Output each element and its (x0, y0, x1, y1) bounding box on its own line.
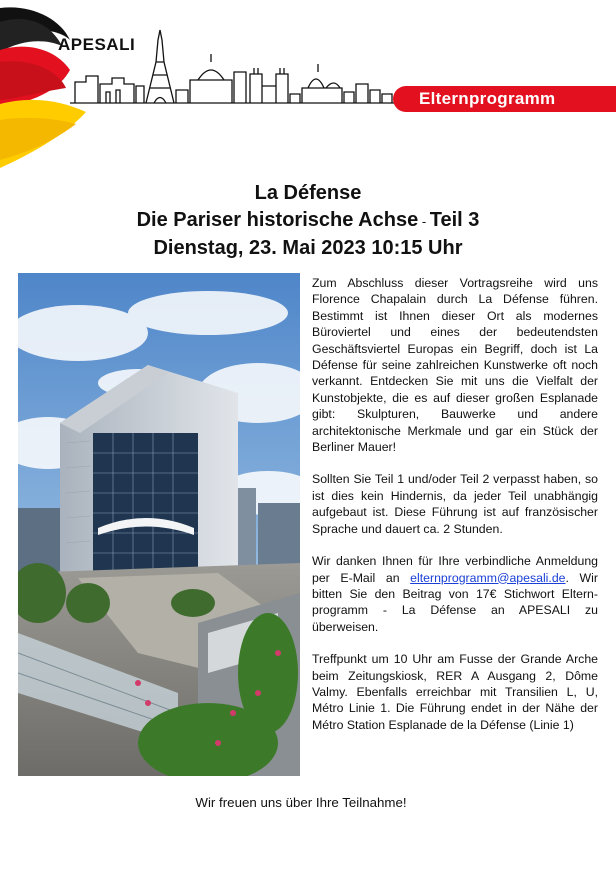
title-line-1: La Défense (254, 182, 362, 204)
title-part: Teil 3 (429, 209, 480, 231)
closing-line: Wir freuen uns über Ihre Teilnahme! (195, 795, 407, 810)
page-title (0, 180, 616, 262)
paragraph-parts: Sollten Sie Teil 1 und/oder Teil 2 verpasst haben, so ist dies kein Hindernis, da jeder Teil unabhängig aufgebaut ist. Diese Führung ist auf französischer Sprache und dauert ca. 2 Stunden. (312, 472, 598, 536)
paragraph-meeting-point: Treffpunkt um 10 Uhr am Fusse der Grande Arche beim Zeitungskiosk, RER A Ausgang 2, Dôme Valmy. Ebenfalls erreichbar mit Transilien L, U, Métro Linie 1. Die Führung endet in der Nähe der Métro Station Esplanade de la Défense (Linie 1) (312, 652, 598, 732)
header (0, 0, 616, 170)
registration-text-after: . Wir bitten Sie den Beitrag von 17€ Stichwort Eltern-programm - La Défense an APESALI zu überweisen. (312, 570, 598, 634)
brand-name: APESALI (58, 35, 136, 54)
title-subject: Die Pariser historische Achse (136, 209, 419, 231)
title-separator: - (418, 214, 430, 229)
paragraph-intro: Zum Abschluss dieser Vortragsreihe wird uns Florence Chapalain durch La Défense führen. Bestimmt ist Ihnen dieser Ort als modernes Büroviertel und eines der bedeutendsten Geschäftsviertel Europas ein Begriff, doch ist La Défense für seine zahlreichen Kunstwerke oft noch verkannt. Entdecken Sie mit uns die Vielfalt der Kunstobjekte, die es auf dieser großen Esplanade gibt: Skulpturen, Bauwerke und andere architektonische Merkmale und gar ein Stück der Berliner Mauer! (312, 276, 598, 455)
title-date: Dienstag, 23. Mai 2023 10:15 Uhr (153, 237, 463, 259)
registration-text-before: Wir danken Ihnen für Ihre verbindliche Anmeldung per E-Mail an (312, 554, 598, 585)
flag-gold-stroke-2 (0, 118, 76, 160)
program-banner (393, 86, 616, 112)
description (312, 275, 598, 749)
paragraph-registration (312, 553, 598, 635)
email-link[interactable]: elternprogramm@apesali.de (410, 570, 566, 585)
title-line-2 (0, 207, 616, 235)
logo-graphic (0, 0, 616, 170)
program-banner-label: Elternprogramm (419, 89, 556, 108)
grande-arche-photo (18, 273, 300, 776)
photo-illustration (18, 273, 300, 776)
